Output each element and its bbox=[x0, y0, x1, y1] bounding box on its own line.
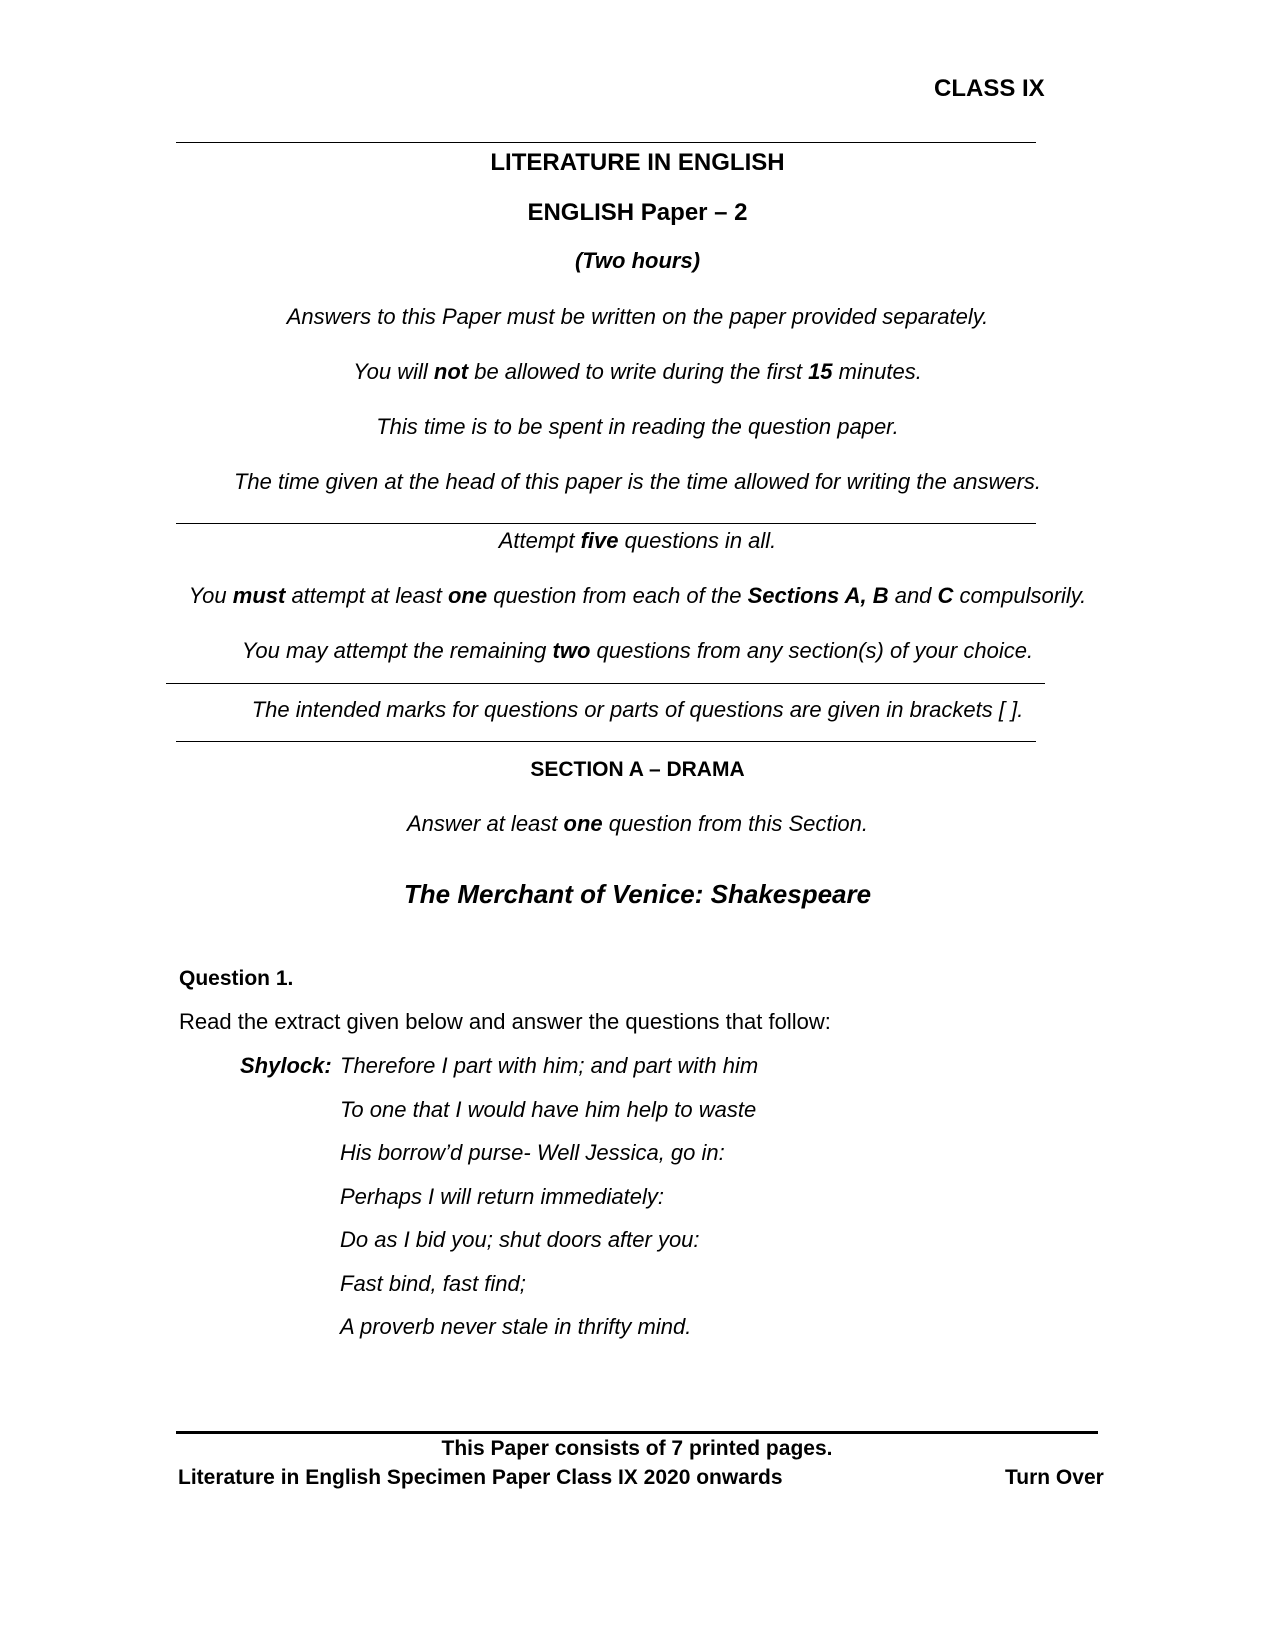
text-fragment: minutes. bbox=[832, 359, 922, 384]
section-instruction bbox=[0, 810, 1275, 838]
text-fragment: You will bbox=[353, 359, 434, 384]
instruction-remaining bbox=[0, 637, 1275, 665]
instruction-time-allowed: The time given at the head of this paper is the time allowed for writing the answers. bbox=[233, 469, 1042, 494]
extract-line: Therefore I part with him; and part with him bbox=[340, 1053, 759, 1078]
extract-line: Do as I bid you; shut doors after you: bbox=[340, 1227, 700, 1252]
text-fragment: question from each of the bbox=[487, 583, 748, 608]
extract-line: His borrow’d purse- Well Jessica, go in: bbox=[340, 1140, 725, 1165]
instruction-answers: Answers to this Paper must be written on the paper provided separately. bbox=[286, 304, 989, 329]
text-fragment: Attempt bbox=[498, 528, 581, 553]
speaker-name: Shylock: bbox=[240, 1053, 332, 1078]
emphasis-must: must bbox=[232, 583, 286, 608]
text-fragment: question from this Section. bbox=[602, 811, 868, 836]
extract-line: A proverb never stale in thrifty mind. bbox=[340, 1314, 692, 1339]
instruction-marks: The intended marks for questions or parts of questions are given in brackets [ ]. bbox=[251, 697, 1024, 722]
text-fragment: and bbox=[888, 583, 938, 608]
pages-note: This Paper consists of 7 printed pages. bbox=[441, 1437, 833, 1460]
instruction-not-allowed bbox=[0, 358, 1275, 386]
instruction-attempt-five bbox=[0, 527, 1275, 555]
footer-divider bbox=[176, 1431, 1098, 1434]
emphasis-minutes: 15 bbox=[808, 359, 833, 384]
emphasis-two: two bbox=[552, 638, 591, 663]
emphasis-section-c: C bbox=[937, 583, 954, 608]
divider-top bbox=[176, 142, 1036, 143]
text-fragment: Answer at least bbox=[407, 811, 564, 836]
instruction-must-attempt bbox=[0, 582, 1275, 610]
text-fragment: compulsorily. bbox=[953, 583, 1087, 608]
duration: (Two hours) bbox=[574, 248, 701, 273]
emphasis-one: one bbox=[563, 811, 603, 836]
subject-title: LITERATURE IN ENGLISH bbox=[490, 149, 785, 176]
class-label: CLASS IX bbox=[934, 75, 1045, 102]
divider-marks-top bbox=[166, 683, 1045, 684]
section-heading: SECTION A – DRAMA bbox=[530, 758, 745, 781]
extract-line: Fast bind, fast find; bbox=[340, 1270, 526, 1296]
emphasis-five: five bbox=[580, 528, 619, 553]
emphasis-sections: Sections A, B bbox=[747, 583, 889, 608]
turn-over: Turn Over bbox=[1005, 1466, 1104, 1489]
paper-name: Literature in English Specimen Paper Class IX 2020 onwards bbox=[178, 1466, 783, 1489]
emphasis-not: not bbox=[433, 359, 469, 384]
text-fragment: questions from any section(s) of your choice. bbox=[590, 638, 1034, 663]
divider-instructions bbox=[176, 523, 1036, 524]
divider-marks-bottom bbox=[176, 741, 1036, 742]
play-title: The Merchant of Venice: Shakespeare bbox=[403, 879, 872, 909]
text-fragment: questions in all. bbox=[618, 528, 777, 553]
text-fragment: attempt at least bbox=[285, 583, 448, 608]
text-fragment: You bbox=[188, 583, 233, 608]
question-prompt: Read the extract given below and answer the questions that follow: bbox=[179, 1009, 831, 1034]
text-fragment: You may attempt the remaining bbox=[241, 638, 553, 663]
emphasis-one: one bbox=[447, 583, 488, 608]
paper-title: ENGLISH Paper – 2 bbox=[527, 199, 748, 226]
instruction-reading-time: This time is to be spent in reading the question paper. bbox=[376, 414, 899, 439]
extract-line: To one that I would have him help to waste bbox=[340, 1096, 757, 1122]
text-fragment: be allowed to write during the first bbox=[468, 359, 809, 384]
extract-line: Perhaps I will return immediately: bbox=[340, 1183, 665, 1209]
extract-verse bbox=[340, 1052, 758, 1357]
question-label: Question 1. bbox=[179, 967, 294, 990]
